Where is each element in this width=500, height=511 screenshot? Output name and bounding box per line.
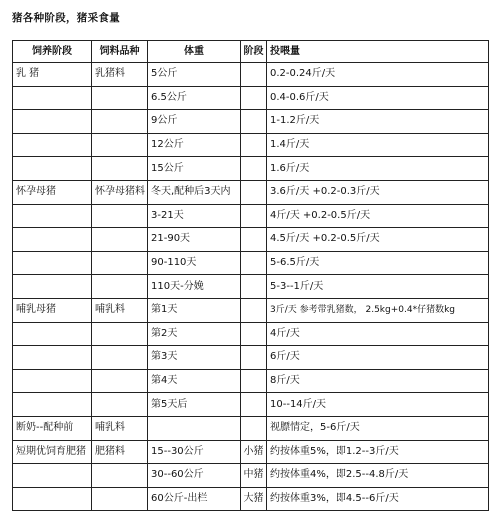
cell-phase <box>241 416 267 440</box>
header-feeding-amount: 投喂量 <box>267 41 489 63</box>
table-row <box>13 63 489 87</box>
cell-feeding-amount: 0.2-0.24斤/天 <box>267 63 489 87</box>
cell-feed-type: 怀孕母猪料 <box>92 180 148 204</box>
cell-feed-type <box>92 464 148 488</box>
cell-phase <box>241 322 267 346</box>
cell-stage <box>13 251 92 275</box>
table-row <box>13 110 489 134</box>
cell-feed-type: 乳猪料 <box>92 63 148 87</box>
cell-feeding-amount: 4.5斤/天 +0.2-0.5斤/天 <box>267 228 489 252</box>
cell-feeding-amount: 10--14斤/天 <box>267 393 489 417</box>
cell-feeding-amount: 1.4斤/天 <box>267 133 489 157</box>
header-stage: 饲养阶段 <box>13 41 92 63</box>
cell-feed-type: 肥猪料 <box>92 440 148 464</box>
cell-feed-type <box>92 133 148 157</box>
cell-phase: 小猪 <box>241 440 267 464</box>
cell-stage <box>13 487 92 511</box>
cell-feeding-amount: 约按体重5%，即1.2--3斤/天 <box>267 440 489 464</box>
header-weight: 体重 <box>148 41 241 63</box>
table-row <box>13 440 489 464</box>
cell-feed-type <box>92 86 148 110</box>
cell-stage <box>13 86 92 110</box>
cell-stage <box>13 204 92 228</box>
cell-feeding-amount: 0.4-0.6斤/天 <box>267 86 489 110</box>
cell-feed-type <box>92 369 148 393</box>
cell-phase <box>241 204 267 228</box>
cell-weight <box>148 416 241 440</box>
cell-phase <box>241 157 267 181</box>
cell-stage: 断奶--配种前 <box>13 416 92 440</box>
cell-feeding-amount: 6斤/天 <box>267 346 489 370</box>
table-row <box>13 369 489 393</box>
cell-weight: 21-90天 <box>148 228 241 252</box>
cell-weight: 第3天 <box>148 346 241 370</box>
cell-weight: 90-110天 <box>148 251 241 275</box>
cell-phase <box>241 275 267 299</box>
cell-feeding-amount: 4斤/天 +0.2-0.5斤/天 <box>267 204 489 228</box>
cell-weight: 60公斤-出栏 <box>148 487 241 511</box>
table-row <box>13 346 489 370</box>
cell-stage <box>13 110 92 134</box>
cell-weight: 5公斤 <box>148 63 241 87</box>
cell-weight: 第1天 <box>148 298 241 322</box>
header-phase: 阶段 <box>241 41 267 63</box>
cell-feed-type <box>92 110 148 134</box>
cell-feeding-amount: 1.6斤/天 <box>267 157 489 181</box>
cell-feeding-amount: 4斤/天 <box>267 322 489 346</box>
cell-phase <box>241 251 267 275</box>
feed-table <box>12 40 489 511</box>
cell-weight: 冬天,配种后3天内 <box>148 180 241 204</box>
cell-weight: 12公斤 <box>148 133 241 157</box>
cell-weight: 第4天 <box>148 369 241 393</box>
table-row <box>13 322 489 346</box>
table-row <box>13 416 489 440</box>
cell-weight: 第5天后 <box>148 393 241 417</box>
table-row <box>13 228 489 252</box>
cell-phase <box>241 228 267 252</box>
table-row <box>13 275 489 299</box>
cell-feeding-amount: 3斤/天 参考带乳猪数， 2.5kg+0.4*仔猪数kg <box>267 298 489 322</box>
cell-weight: 15公斤 <box>148 157 241 181</box>
table-row <box>13 251 489 275</box>
cell-feeding-amount: 约按体重4%，即2.5--4.8斤/天 <box>267 464 489 488</box>
cell-feed-type <box>92 157 148 181</box>
table-row <box>13 86 489 110</box>
cell-phase <box>241 393 267 417</box>
cell-phase: 大猪 <box>241 487 267 511</box>
table-row <box>13 487 489 511</box>
cell-feeding-amount: 1-1.2斤/天 <box>267 110 489 134</box>
cell-stage <box>13 275 92 299</box>
table-body <box>13 63 489 511</box>
cell-stage: 乳 猪 <box>13 63 92 87</box>
cell-stage: 哺乳母猪 <box>13 298 92 322</box>
table-row <box>13 464 489 488</box>
cell-phase <box>241 346 267 370</box>
cell-phase <box>241 86 267 110</box>
cell-stage <box>13 228 92 252</box>
table-row <box>13 393 489 417</box>
cell-stage <box>13 133 92 157</box>
cell-weight: 6.5公斤 <box>148 86 241 110</box>
cell-feeding-amount: 3.6斤/天 +0.2-0.3斤/天 <box>267 180 489 204</box>
cell-stage <box>13 369 92 393</box>
cell-weight: 3-21天 <box>148 204 241 228</box>
cell-feed-type: 哺乳料 <box>92 416 148 440</box>
cell-feeding-amount: 视膘情定，5-6斤/天 <box>267 416 489 440</box>
cell-weight: 9公斤 <box>148 110 241 134</box>
cell-phase <box>241 133 267 157</box>
cell-feed-type <box>92 393 148 417</box>
cell-stage: 怀孕母猪 <box>13 180 92 204</box>
cell-phase <box>241 110 267 134</box>
table-row <box>13 298 489 322</box>
cell-feed-type <box>92 251 148 275</box>
cell-stage <box>13 464 92 488</box>
cell-phase <box>241 298 267 322</box>
cell-feed-type <box>92 228 148 252</box>
cell-weight: 30--60公斤 <box>148 464 241 488</box>
cell-feed-type <box>92 275 148 299</box>
cell-feed-type: 哺乳料 <box>92 298 148 322</box>
cell-stage <box>13 393 92 417</box>
cell-stage <box>13 157 92 181</box>
cell-stage <box>13 322 92 346</box>
cell-weight: 110天-分娩 <box>148 275 241 299</box>
page-title: 猪各种阶段，猪采食量 <box>12 12 120 24</box>
header-feed-type: 饲料品种 <box>92 41 148 63</box>
cell-weight: 15--30公斤 <box>148 440 241 464</box>
cell-phase <box>241 180 267 204</box>
table-row <box>13 133 489 157</box>
table-header-row <box>13 41 489 63</box>
cell-feed-type <box>92 487 148 511</box>
cell-stage: 短期优饲育肥猪 <box>13 440 92 464</box>
table-row <box>13 180 489 204</box>
table-row <box>13 204 489 228</box>
cell-feeding-amount: 8斤/天 <box>267 369 489 393</box>
table-row <box>13 157 489 181</box>
cell-phase: 中猪 <box>241 464 267 488</box>
cell-feed-type <box>92 322 148 346</box>
cell-feeding-amount: 约按体重3%，即4.5--6斤/天 <box>267 487 489 511</box>
cell-weight: 第2天 <box>148 322 241 346</box>
cell-phase <box>241 63 267 87</box>
cell-feeding-amount: 5-3--1斤/天 <box>267 275 489 299</box>
cell-feed-type <box>92 346 148 370</box>
cell-feeding-amount: 5-6.5斤/天 <box>267 251 489 275</box>
cell-feed-type <box>92 204 148 228</box>
cell-phase <box>241 369 267 393</box>
cell-stage <box>13 346 92 370</box>
